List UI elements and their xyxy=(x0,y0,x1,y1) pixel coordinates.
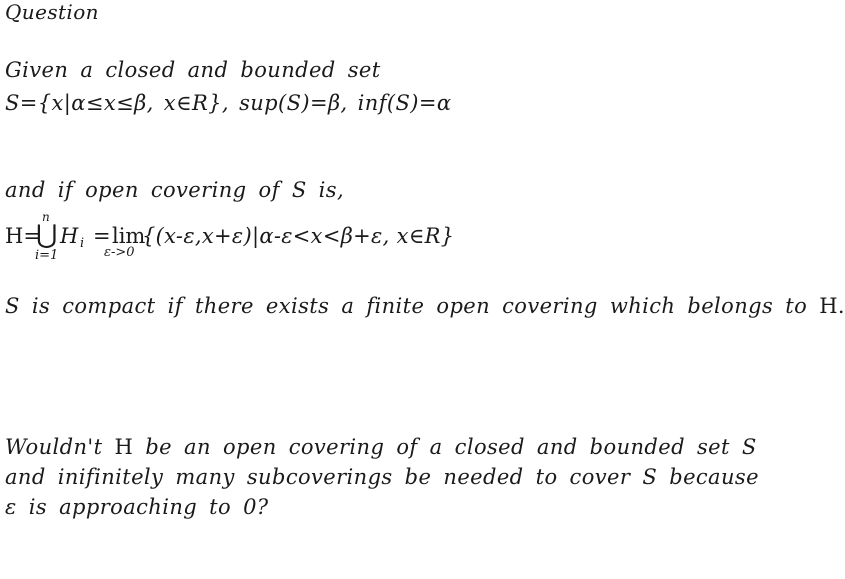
set-definition-line: S={x|α≤x≤β, x∈R}, sup(S)=β, inf(S)=α xyxy=(5,91,452,115)
compactness-text: S is compact if there exists a finite open covering which belongs to xyxy=(5,294,808,318)
question-wouldnt: Wouldn't xyxy=(5,435,103,459)
interval-set: {(x-ε,x+ε)|α-ε<x<β+ε, x∈R} xyxy=(142,224,455,248)
open-covering-intro-line: and if open covering of S is, xyxy=(5,178,345,202)
union-upper-limit: n xyxy=(42,210,50,224)
question-line-3: ε is approaching to 0? xyxy=(5,495,269,519)
compactness-h: H. xyxy=(819,294,845,318)
question-h: H xyxy=(114,435,134,459)
compactness-statement xyxy=(5,294,845,318)
formula-term: H xyxy=(60,224,79,248)
limit-operator: lim xyxy=(112,224,146,248)
formula-term-subscript: i xyxy=(80,236,85,251)
formula-equals: = xyxy=(93,224,111,248)
formula-lhs: H= xyxy=(5,224,41,248)
limit-subscript: ε->0 xyxy=(104,245,135,260)
question-line-1 xyxy=(5,435,757,459)
question-line-2: and inifinitely many subcoverings be needed to cover S because xyxy=(5,465,759,489)
question-rest: be an open covering of a closed and bounded set S xyxy=(145,435,757,459)
covering-formula xyxy=(5,210,725,270)
union-lower-limit: i=1 xyxy=(35,248,59,263)
given-line: Given a closed and bounded set xyxy=(5,58,381,82)
union-symbol: ⋃ xyxy=(36,220,58,250)
question-title: Question xyxy=(5,0,99,24)
